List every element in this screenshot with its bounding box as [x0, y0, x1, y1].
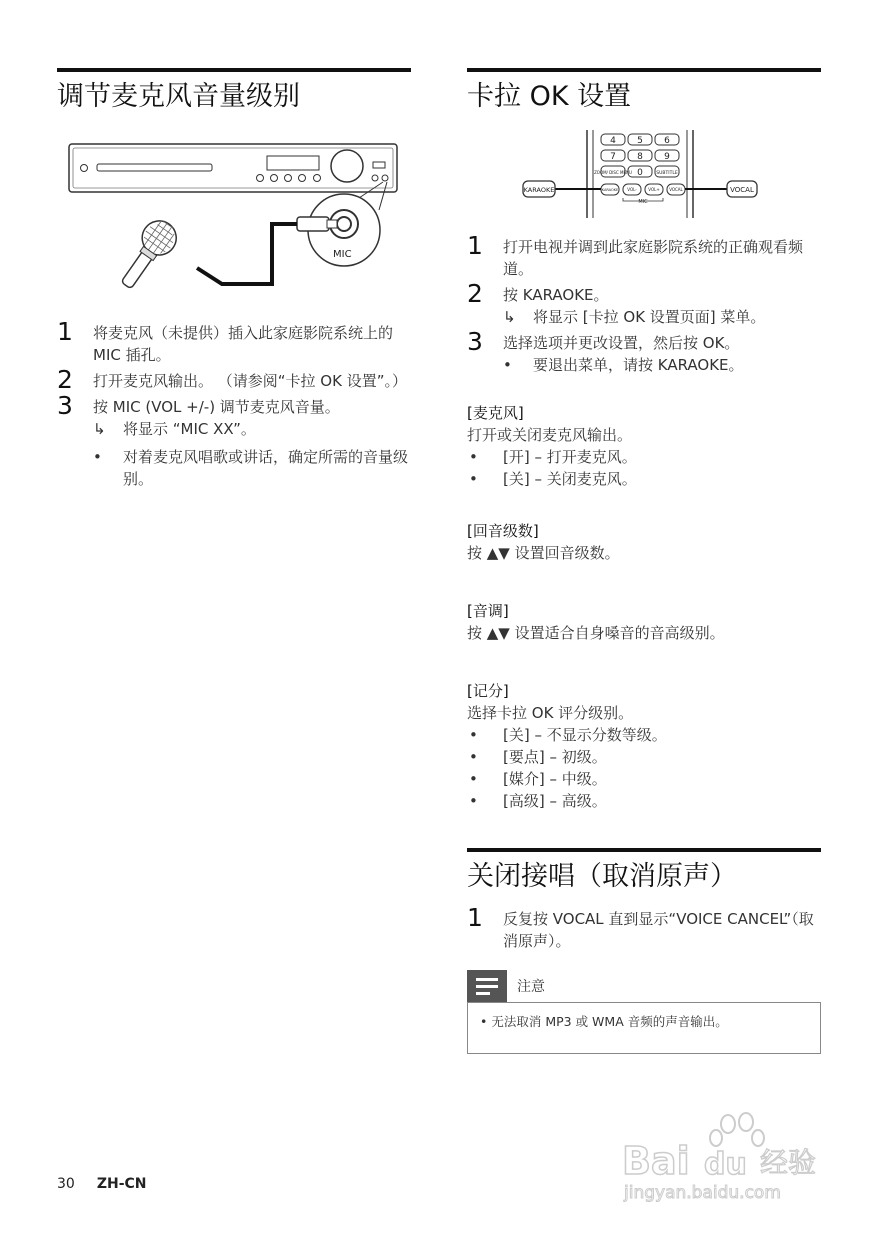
score-option-section: [467, 680, 821, 812]
bullet-text: [关] – 不显示分数等级。: [503, 726, 667, 744]
list-item: [467, 279, 821, 328]
mic-jack-label: MIC: [333, 249, 352, 260]
note-title: 注意: [517, 979, 545, 995]
step-result: [503, 306, 821, 328]
result-arrow-icon: ↳: [503, 308, 516, 326]
remote-key: 4: [610, 136, 616, 146]
step-text: 选择选项并更改设置，然后按 OK。: [503, 334, 740, 352]
bullet-icon: •: [469, 792, 478, 810]
list-item: [467, 768, 821, 790]
list-item: [57, 391, 411, 490]
step-bullet: [93, 446, 411, 490]
step-text: 按 MIC (VOL +/-) 调节麦克风音量。: [93, 398, 340, 416]
list-item: [467, 724, 821, 746]
language-code: ZH-CN: [96, 1176, 147, 1192]
section-title-vocal-cancel: 关闭接唱（取消原声）: [467, 861, 737, 892]
bullet-icon: •: [503, 356, 512, 374]
vocal-key-label: VOCAL: [730, 186, 754, 194]
echo-option-section: [467, 520, 821, 564]
bullet-icon: •: [480, 1014, 492, 1029]
remote-key: SUBTITLE: [656, 171, 678, 176]
bullet-text: [关] – 关闭麦克风。: [503, 470, 637, 488]
option-heading: [麦克风]: [467, 404, 524, 422]
option-desc: 打开或关闭麦克风输出。: [467, 426, 633, 444]
step-number: 1: [57, 317, 73, 346]
step-text: 反复按 VOCAL 直到显示“VOICE CANCEL”（取消原声）。: [503, 910, 814, 950]
section-title-karaoke-settings: 卡拉 OK 设置: [467, 81, 632, 112]
remote-key: 0: [637, 168, 643, 178]
vocal-steps-list: [467, 903, 821, 952]
step-number: 3: [467, 327, 483, 356]
bullet-text: 对着麦克风唱歌或讲话，确定所需的音量级别。: [123, 448, 409, 488]
remote-key: VOL-: [627, 187, 637, 192]
bullet-icon: •: [469, 448, 478, 466]
step-result: [93, 418, 411, 440]
option-heading: [回音级数]: [467, 522, 539, 540]
remote-key: 6: [664, 136, 670, 146]
result-text: 将显示 [卡拉 OK 设置页面] 菜单。: [533, 308, 766, 326]
watermark-brand: Bai: [622, 1139, 690, 1183]
bullet-text: [高级] – 高级。: [503, 792, 607, 810]
option-heading: [音调]: [467, 602, 509, 620]
watermark-url: jingyan.baidu.com: [624, 1183, 781, 1203]
note-header: [467, 970, 821, 1002]
step-number: 3: [57, 391, 73, 420]
list-item: [57, 317, 411, 366]
bullet-text: [开] – 打开麦克风。: [503, 448, 637, 466]
remote-key: VOL+: [648, 187, 660, 192]
option-desc: 按 ▲▼ 设置回音级数。: [467, 544, 620, 562]
page-number: 30: [57, 1176, 75, 1192]
left-column: [57, 68, 411, 494]
bullet-icon: •: [93, 448, 102, 466]
remote-key: 7: [610, 152, 616, 162]
bullet-icon: •: [469, 726, 478, 744]
baidu-watermark: [620, 1110, 830, 1205]
note-box: [467, 1002, 821, 1054]
remote-key: VOCAL: [669, 187, 683, 192]
note-text: 无法取消 MP3 或 WMA 音频的声音输出。: [491, 1014, 728, 1029]
watermark-suffix: 经验: [760, 1146, 817, 1179]
step-text: 打开麦克风输出。 （请参阅“卡拉 OK 设置”。）: [93, 372, 407, 390]
bullet-icon: •: [469, 748, 478, 766]
list-item: [467, 903, 821, 952]
section-title-mic-volume: 调节麦克风音量级别: [57, 81, 300, 112]
step-text: 将麦克风（未提供）插入此家庭影院系统上的 MIC 插孔。: [93, 324, 394, 364]
bullet-icon: •: [469, 470, 478, 488]
remote-mic-sublabel: MIC: [638, 199, 648, 205]
result-arrow-icon: ↳: [93, 420, 106, 438]
mic-steps-list: [57, 317, 411, 490]
step-number: 2: [57, 365, 73, 394]
bullet-icon: •: [469, 770, 478, 788]
list-item: [57, 365, 411, 394]
note-icon: [467, 970, 507, 1002]
bullet-text: 要退出菜单，请按 KARAOKE。: [533, 356, 744, 374]
step-text: 按 KARAOKE。: [503, 286, 609, 304]
option-desc: 选择卡拉 OK 评分级别。: [467, 704, 634, 722]
bullet-text: [媒介] – 中级。: [503, 770, 607, 788]
list-item: [467, 790, 821, 812]
remote-key: ZOOM/ DISC MENU: [594, 170, 632, 175]
list-item: [467, 468, 821, 490]
right-column: [467, 68, 821, 1054]
list-item: [467, 327, 821, 376]
list-item: [467, 231, 821, 280]
result-text: 将显示 “MIC XX”。: [123, 420, 256, 438]
bullet-text: [要点] – 初级。: [503, 748, 607, 766]
step-number: 1: [467, 903, 483, 932]
remote-key: 9: [664, 152, 670, 162]
remote-key: 8: [637, 152, 643, 162]
remote-key: 5: [637, 136, 643, 146]
karaoke-steps-list: [467, 231, 821, 376]
mic-option-section: [467, 402, 821, 490]
tone-option-section: [467, 600, 821, 644]
step-number: 2: [467, 279, 483, 308]
remote-control-illustration: [467, 130, 821, 222]
list-item: [467, 746, 821, 768]
list-item: [467, 446, 821, 468]
step-text: 打开电视并调到此家庭影院系统的正确观看频道。: [503, 238, 804, 278]
step-number: 1: [467, 231, 483, 260]
step-bullet: [503, 354, 821, 376]
device-mic-illustration: [57, 140, 411, 300]
watermark-brand2: du: [704, 1147, 747, 1182]
remote-key: KARAOKE: [601, 188, 619, 192]
option-desc: 按 ▲▼ 设置适合自身嗓音的音高级别。: [467, 624, 725, 642]
karaoke-key-label: KARAOKE: [523, 186, 555, 194]
page-footer: [57, 1176, 147, 1192]
option-heading: [记分]: [467, 682, 509, 700]
